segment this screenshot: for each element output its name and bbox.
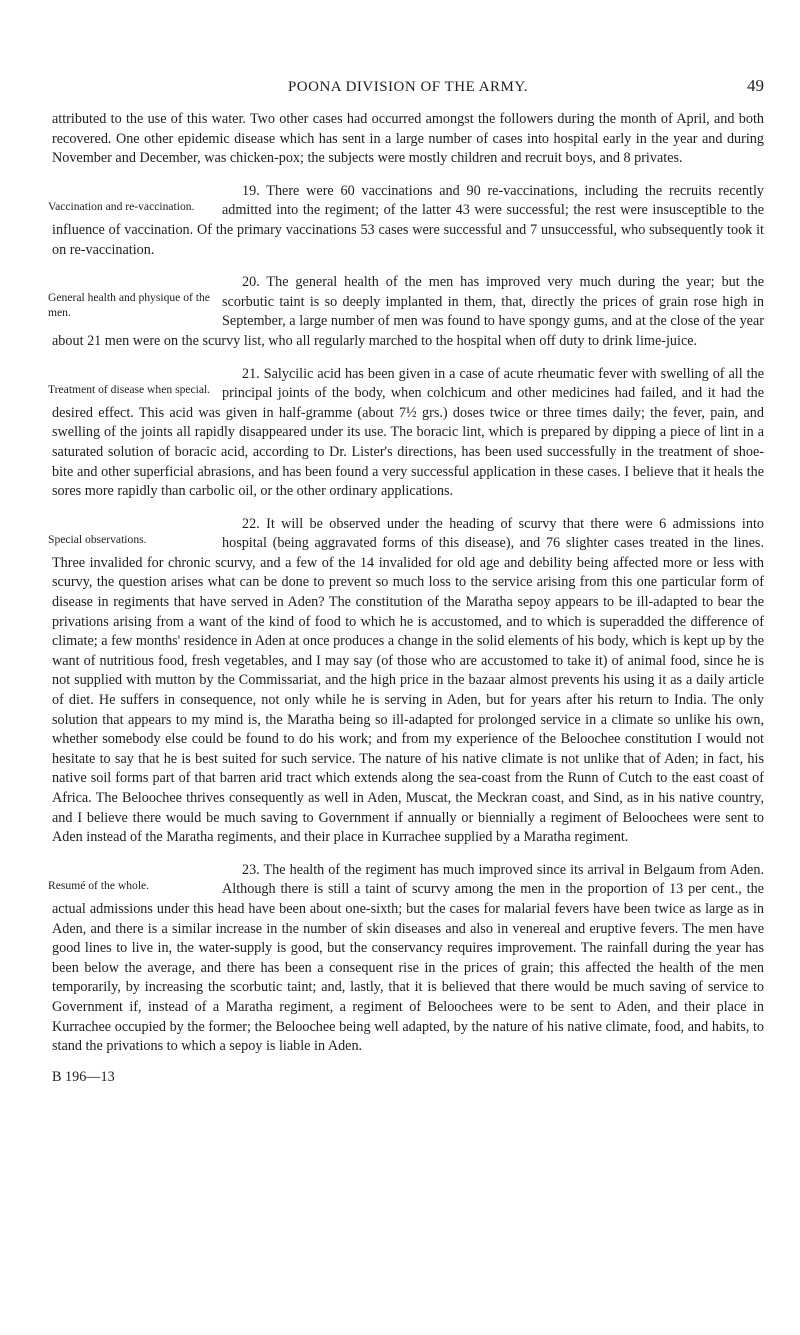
- paragraph-continued: [52, 110, 764, 169]
- paragraph-text: 19. There were 60 vaccinations and 90 re-vaccinations, including the recruits recently admitted into the regiment; of the latter 43 were successful; the rest were insusceptible to the influence of vaccination. Of the primary vaccinations 53 cases were successful and 7 unsuccessful, who subsequently took it on re-vaccination.: [52, 182, 764, 258]
- sidenote-vaccination: Vaccination and re-vaccination.: [48, 199, 195, 213]
- sidenote-general-health: General health and physique of the men.: [48, 291, 210, 320]
- paragraph-text: 21. Salycilic acid has been given in a case of acute rheumatic fever with swelling of all the principal joints of the body, when colchicum and other medicines had failed, and it had the desired effect. This acid was given in half-gramme (about 7½ grs.) doses twice or three times daily; the fever, pain, and swelling of the joints all rapidly disappeared under its use. The boracic lint, which is prepared by dipping a piece of lint in a saturated solution of boracic acid, according to Dr. Lister's directions, has been used successfully in the treatment of shoe-bite and other superficial abrasions, and has been found a very successful application in these cases. I believe that it heals the sores more rapidly than carbolic oil, or the other ordinary applications.: [52, 365, 764, 500]
- paragraph-23: [48, 861, 764, 1057]
- page-number: 49: [747, 76, 764, 95]
- sidenote-resume: Resumé of the whole.: [48, 878, 150, 892]
- paragraph-text: 23. The health of the regiment has much improved since its arrival in Belgaum from Aden. Although there is still a taint of scurvy among the men in the proportion of 13 per cent., the actual admissions under this head have been about one-sixth; but the cases for malarial fevers have been twice as large as in Aden, and there is a similar increase in the number of skin diseases and also in venereal and eruptive fevers. The men have good lines to live in, the water-supply is good, but the conservancy requires improvement. The rainfall during the year has been below the average, and there has been a consequent rise in the prices of grain; this affected the health of the men temporarily, by increasing the scorbutic taint; and, lastly, that it is believed that there would be much saving of service to Government if, instead of a Maratha regiment, a regiment of Beloochees were to be sent to Aden, and their place in Kurrachee occupied by the former; the Beloochee being well adapted, by the nature of his native climate, food, and habits, to stand the privations to which a sepoy is liable in Aden.: [52, 861, 764, 1055]
- sidenote-treatment: Treatment of disease when special.: [48, 382, 211, 396]
- paragraph-text: 22. It will be observed under the heading of scurvy that there were 6 admissions into hospital (being aggravated forms of this disease), and 76 slighter cases treated in the lines. Three invalided for chronic scurvy, and a few of the 14 invalided for old age and debility being affected more or less with scurvy, the question arises what can be done to prevent so much loss to the service arising from this one particular form of disease in regiments that have served in Aden? The constitution of the Maratha sepoy appears to be ill-adapted to bear the privations arising from a want of the kind of food to which he is accustomed, and to which is superadded the difference of climate; a few months' residence in Aden at once produces a change in the solid elements of his body, which is kept up by the want of nutritious food, fresh vegetables, and I may say (of those who are accustomed to take it) of animal food, since he is not supplied with mutton by the Commissariat, and the high price in the bazaar almost prevents his using it as a daily article of diet. He suffers in consequence, not only while he is serving in Aden, but for years after his return to India. The only solution that appears to my mind is, the Maratha being so ill-adapted for prolonged service in a climate so unlike his own, whether somebody else could be found to do his work; and from my experience of the Beloochee constitution I would not hesitate to say that he is best suited for such service. The nature of his native climate is not unlike that of Aden; in fact, his native soil forms part of that barren arid tract which extends along the sea-coast from the Runn of Cutch to the east coast of Africa. The Beloochee thrives consequently as well in Aden, Muscat, the Meckran coast, and Sind, as in his native country, and I believe there would be much saving to Government if annually or biennially a regiment of Beloochees were sent to Aden instead of the Maratha regiments, and their place in Kurrachee supplied by a Maratha regiment.: [52, 515, 764, 846]
- signature-mark: B 196—13: [52, 1068, 115, 1085]
- page-header: [52, 0, 764, 110]
- document-page: [48, 0, 764, 1087]
- paragraph-text: 20. The general health of the men has improved very much during the year; but the scorbutic taint is so deeply implanted in them, that, directly the prices of grain rose high in September, a large number of men was found to have spongy gums, and at the close of the year about 21 men were on the scurvy list, who all regularly marched to the hospital when off duty to drink lime-juice.: [52, 274, 764, 349]
- running-head: POONA DIVISION OF THE ARMY.: [287, 79, 529, 95]
- paragraph-19: [48, 182, 764, 260]
- paragraph-20: [48, 273, 764, 351]
- paragraph-21: [48, 365, 764, 502]
- paragraph-22: [48, 515, 764, 848]
- sidenote-special-observations: Special observations.: [48, 532, 147, 546]
- paragraph-text: attributed to the use of this water. Two other cases had occurred amongst the followers during the month of April, and both recovered. One other epidemic disease which has sent in a large number of cases into hospital early in the year and during November and December, was chicken-pox; the subjects were mostly children and recruit boys, and 8 privates.: [52, 111, 764, 167]
